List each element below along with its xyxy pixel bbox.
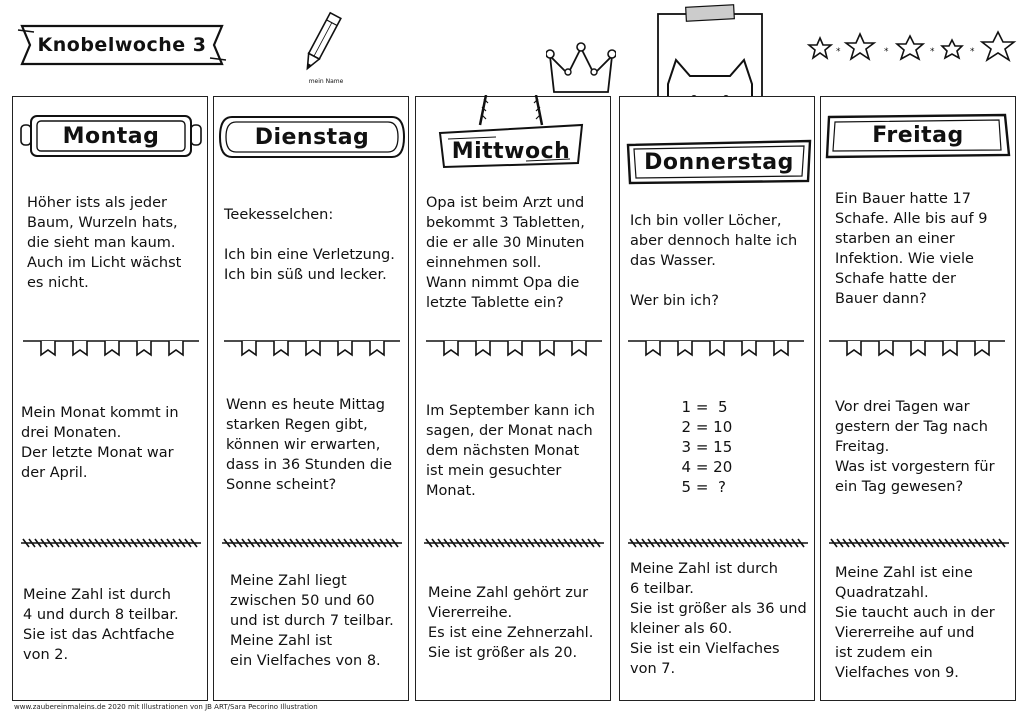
day-title: Dienstag <box>254 124 370 150</box>
number-riddle-text: Meine Zahl gehört zur Viererreihe. Es ist eine Zehnerzahl. Sie ist größer als 20. <box>428 585 594 661</box>
svg-text:*: * <box>884 47 889 57</box>
braid-divider <box>626 535 810 554</box>
bunting-divider <box>424 333 604 365</box>
braid-divider <box>422 535 606 554</box>
riddle-text: Opa ist beim Arzt und bekommt 3 Tabletten, die er alle 30 Minuten einnehmen soll. Wann nimmt Opa die letzte Tablette ein? <box>426 195 585 311</box>
day-column-freitag <box>820 96 1016 701</box>
title-banner <box>14 22 230 68</box>
page-title: Knobelwoche 3 <box>37 34 207 56</box>
bunting-divider <box>626 333 806 365</box>
month-riddle-text: Vor drei Tagen war gestern der Tag nach Freitag. Was ist vorgestern für ein Tag gewesen? <box>835 399 995 495</box>
day-column-donnerstag <box>619 96 815 701</box>
month-riddle-text: Mein Monat kommt in drei Monaten. Der letzte Monat war der April. <box>21 405 179 481</box>
bunting-divider <box>827 333 1007 365</box>
braid-divider <box>220 535 404 554</box>
riddle-text: Ich bin voller Löcher, aber dennoch halte ich das Wasser. Wer bin ich? <box>630 213 798 309</box>
stars-decoration <box>804 26 1019 74</box>
name-label: mein Name <box>308 78 344 85</box>
svg-text:*: * <box>970 47 975 57</box>
braid-divider <box>827 535 1011 554</box>
pencil-icon <box>296 8 346 82</box>
number-riddle-text: Meine Zahl ist durch 4 und durch 8 teilbar. Sie ist das Achtfache von 2. <box>23 587 179 663</box>
bunting-divider <box>21 333 201 365</box>
day-title: Mittwoch <box>451 138 571 164</box>
day-title: Freitag <box>872 122 964 148</box>
number-riddle-text: Meine Zahl ist durch 6 teilbar. Sie ist größer als 36 und kleiner als 60. Sie ist ein Vielfaches von 7. <box>630 561 807 677</box>
svg-text:*: * <box>930 47 935 57</box>
braid-divider <box>19 535 203 554</box>
riddle-text: Teekesselchen: Ich bin eine Verletzung. Ich bin süß und lecker. <box>224 207 395 283</box>
bunting-divider <box>222 333 402 365</box>
month-riddle-text: Im September kann ich sagen, der Monat nach dem nächsten Monat ist mein gesuchter Monat. <box>426 403 595 499</box>
day-title: Montag <box>62 123 160 149</box>
day-column-dienstag <box>213 96 409 701</box>
day-column-mittwoch <box>415 96 611 701</box>
footer-credits: www.zaubereinmaleins.de 2020 mit Illustrationen von JB ART/Sara Pecorino Illustration <box>14 703 318 711</box>
riddle-text: Höher ists als jeder Baum, Wurzeln hats, die sieht man kaum. Auch im Licht wächst es nicht. <box>27 195 182 291</box>
riddle-text: Ein Bauer hatte 17 Schafe. Alle bis auf 9 starben an einer Infektion. Wie viele Schafe hatte der Bauer dann? <box>835 191 988 307</box>
number-riddle-text: Meine Zahl liegt zwischen 50 und 60 und ist durch 7 teilbar. Meine Zahl ist ein Vielfaches von 8. <box>230 573 394 669</box>
number-pattern: 1 = 5 2 = 10 3 = 15 4 = 20 5 = ? <box>681 398 733 496</box>
month-riddle-text: Wenn es heute Mittag starken Regen gibt, können wir erwarten, dass in 36 Stunden die Sonne scheint? <box>226 397 393 493</box>
day-column-montag <box>12 96 208 701</box>
day-title: Donnerstag <box>644 149 794 175</box>
number-riddle-text: Meine Zahl ist eine Quadratzahl. Sie taucht auch in der Viererreihe auf und ist zudem ein Vielfaches von 9. <box>835 565 995 681</box>
svg-text:*: * <box>836 47 841 57</box>
